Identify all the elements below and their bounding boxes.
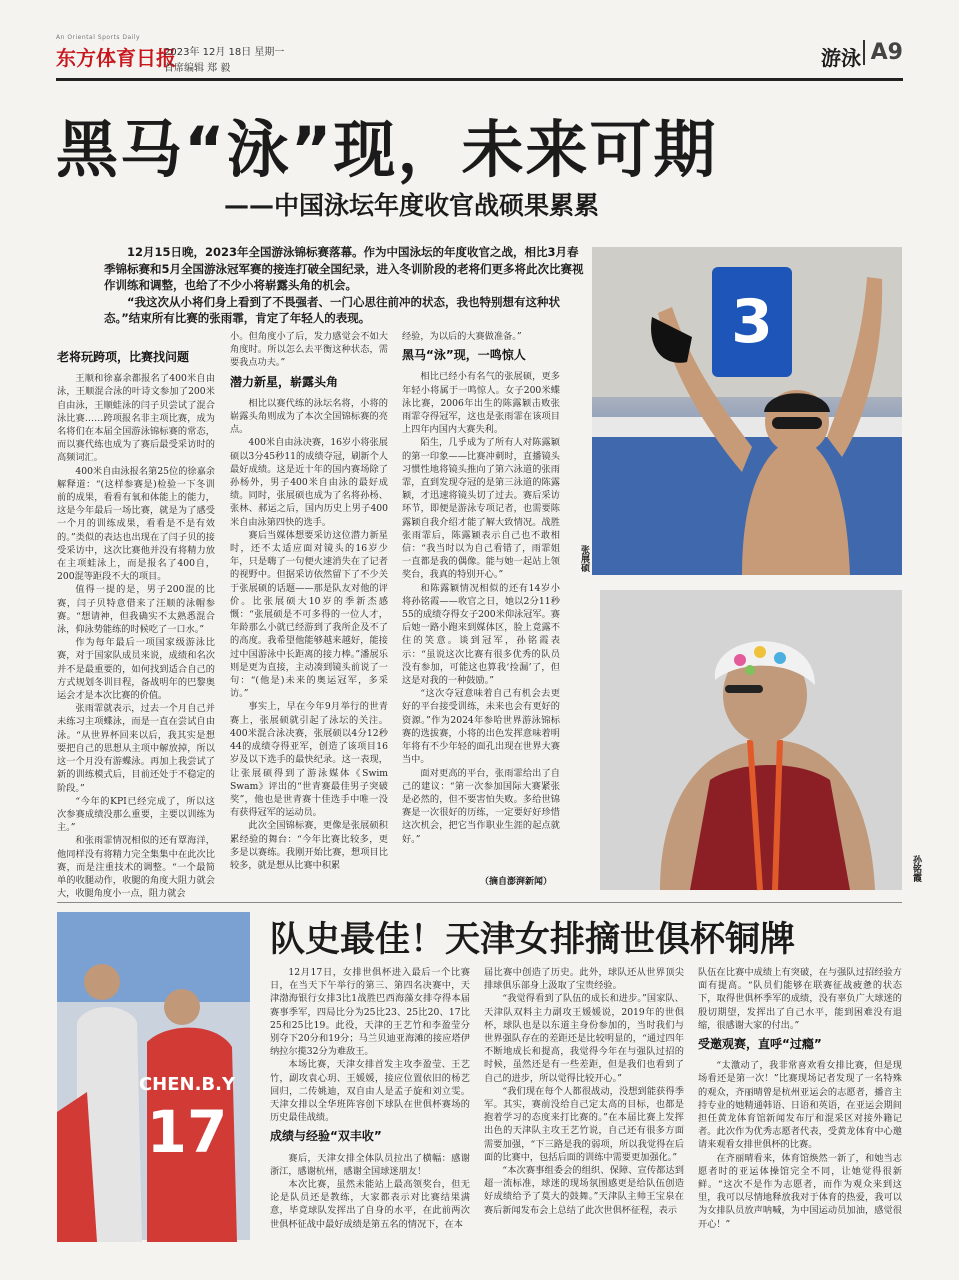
newspaper-logo [56,42,176,71]
paragraph: 赛后，天津女排全体队员拉出了横幅：感谢浙江，感谢杭州，感谢全国球迷朋友！ [270,1152,470,1177]
story1-column-2 [230,330,388,890]
section-heading: 受邀观赛，直呼“过瘾” [698,1037,822,1052]
paragraph: 本次比赛，虽然未能站上最高领奖台，但无论是队员还是教练，大家都表示对比赛结果满意，毕竟球队发挥出了自身的水平，在此前两次世俱杯征战中最好成绩是第五名的情况下，在本 [270,1179,470,1230]
editors-line: 首席编辑 郑 毅 [164,63,231,74]
section-heading: 成绩与经验“双丰收” [270,1129,382,1144]
section-name: 游泳 [821,46,861,70]
story2-column-1 [270,966,470,1246]
story2-column-3 [698,966,902,1246]
svg-text:3: 3 [731,287,773,357]
paragraph: 400米自由泳报名第25位的徐嘉余解释道：“(这样参赛是)检验一下冬训前的成果，看看有氧和体能上的能力，这是今年最后一场比赛，就是为了感受一个月的训练成果，看看是不是有效的。”类似的表达也出现在了闫子贝的接受采访中，这次比赛他并没有将精力放在主项蛙泳上，而是报名了400自，200混等距段不大的项目。 [57,465,215,583]
story2-headline: 队史最佳！天津女排摘世俱杯铜牌 [270,920,796,960]
photo-caption: 张展硕 [579,545,589,572]
issue-date: 2023年 12月 18日 星期一 [164,47,285,58]
story2-column-2 [484,966,684,1246]
swimmer-photo-zhang [592,247,902,575]
paragraph: 陌生，几乎成为了所有人对陈露颖的第一印象——比赛冲刺时，直播镜头习惯性地将镜头推向了第六泳道的张雨霏，直到发现夺冠的是第三泳道的陈露颖，才迅速将镜头切了过去。赛后采访环节，即便是游泳专项记者，也需要陈露颖自我介绍才能了解大致情况。战胜张雨霏后，陈露颖表示自己也不敢相信：“我当时以为自己看错了，雨霏姐一直都是我的偶像。能与她一起站上领奖台，我真的特别开心。” [402,437,560,581]
swimmer-illustration [600,590,902,890]
paragraph: “太激动了，我非常喜欢看女排比赛，但是现场看还是第一次！”比赛现场记者发现了一名特殊的观众，齐丽晴曾是杭州亚运会的志愿者，播音主持专业的她精通韩语、日语和英语，在亚运会期间担任黄龙体育馆新闻发布厅和混采区对接外籍记者。此次作为优秀志愿者代表，受黄龙体育中心邀请来观看女排世俱杯的比赛。 [698,1060,902,1151]
volleyball-illustration [57,912,250,1240]
lede-paragraph: “我这次从小将们身上看到了不畏强者、一门心思往前冲的状态，我也特别想有这种状态。”结束所有比赛的张雨霏，肯定了年轻人的表现。 [104,294,561,325]
paragraph: 400米自由泳决赛，16岁小将张展硕以3分45秒11的成绩夺冠，刷新个人最好成绩。这是近十年的国内赛场除了孙杨外，男子400米自由泳的最好成绩。同时，张展硕也成为了名将孙杨、张林、郝运之后，国内历史上男子400米自由泳第四快的选手。 [230,437,388,528]
paragraph: 队伍在比赛中成绩上有突破，在与强队过招经验方面有提高。“队员们能够在联赛征战疲惫的状态下，取得世俱杯季军的成绩，没有辜负广大球迷的殷切期望，发挥出了自己水平，能到困难没有退缩，很感谢大家的付出。” [698,967,902,1031]
story1-column-3 [402,330,560,860]
story-divider [57,902,902,903]
story1-subhead: ——中国泳坛年度收官战硕果累累 [224,191,600,220]
paragraph: 张雨霏就表示，过去一个月自己并未练习主项蝶泳，而是一直在尝试自由泳。“从世界杯回来以后，我其实是想要把自己的思想从主项中解放掉，所以这一个月没有游蝶泳。再加上我尝试了新的训练模式后，目前还处于不稳定的阶段。” [57,703,215,794]
story-source: （摘自澎湃新闻） [480,877,553,887]
paragraph: 此次全国锦标赛，更像是张展硕积累经验的舞台：“今年比赛比较多，更多是以赛练。我刚开始比赛，想项目比较多，就是想从比赛中积累 [230,820,388,871]
masthead-rule [56,78,903,81]
paragraph: 届比赛中创造了历史。此外，球队还从世界顶尖排球俱乐部身上汲取了宝贵经验。 [484,967,684,992]
volleyball-team-photo [57,912,250,1240]
paragraph: 12月17日，女排世俱杯进入最后一个比赛日，在当天下午举行的第三、第四名决赛中，天津渤海银行女排3比1战胜巴西海藻女排夺得本届赛事季军，四局比分为25比23、25比20、17比25和25比19。此役，天津的王艺竹和李盈莹分别夺下20分和19分；马兰贝迪亚海滩的接应塔伊纳拉尔揽32分为难敌王。 [270,967,470,1058]
section-heading: 潜力新星，崭露头角 [230,374,339,389]
svg-text:17: 17 [146,1098,228,1166]
story1-lede [104,244,584,327]
story1-column-1 [57,345,215,900]
paragraph: “我们现在每个人都很战动，没想到能获得季军。其实，赛前没给自己定太高的目标，也都是抱着学习的态度来打比赛的。”在本届比赛上发挥出色的天津队主攻王艺竹说，自己还有很多方面需要加强，“下三路是我的弱项，所以我觉得在后面的比赛中，包括后面的训练中需要更加强化。” [484,1085,684,1163]
paragraph: 经验，为以后的大赛做准备。” [402,331,522,342]
paragraph: 在齐丽晴看来，体育馆焕然一新了，和她当志愿者时的亚运体操馆完全不同，让她觉得很新鲜。“这次不是作为志愿者，而作为观众来到这里，我可以尽情地释放我对于体育的热爱，我可以为女排队员放声呐喊，为中国运动员加油，感觉很开心！” [698,1152,902,1230]
paragraph: 相比以赛代练的泳坛名将，小将的崭露头角则成为了本次全国锦标赛的亮点。 [230,397,388,436]
page-number: A9 [863,40,903,65]
paragraph: 面对更高的平台，张雨霏给出了自己的建议：“第一次参加国际大赛紧张是必然的，但不要害怕失败。多给世锦赛是一次很好的历练，一定要好好珍惜这次机会，把它当作职业生涯的起点就好。” [402,767,560,845]
paragraph: 赛后当媒体想要采访这位潜力新星时，还不太适应面对镜头的16岁少年，只是嗨了一句便火速消失在了记者的视野中。但据采访依然留下了不少关于张展硕的话题——那是队友对他的评价。比张展硕大10岁的季新杰感慨：“张展硕是不可多得的一位人才，年龄那么小就已经游到了我所企及不了的高度。我希望他能够越来越好，能接过中国游泳中长距离的接力棒。”潘展乐则是更为直接，主动凑到镜头前说了一句：“(他是)未来的奥运冠军，多采访。” [230,529,388,700]
paragraph: 事实上，早在今年9月举行的世青赛上，张展硕就引起了泳坛的关注。400米混合泳决赛，张展硕以4分12秒44的成绩夺得亚军，创造了该项目16岁及以下选手的最快纪录。这一表现，让张展硕得到了游泳媒体《Swim Swam》评出的“世青赛最佳男子突破奖”，他也是世青赛十佳选手中唯一没有获得冠军的运动员。 [230,701,388,819]
story1-headline: 黑马“泳”现，未来可期 [56,113,718,186]
logo-subtitle: An Oriental Sports Daily [56,34,141,41]
paragraph: 相比已经小有名气的张展硕，更多年轻小将属于一鸣惊人。女子200米蝶泳比赛，2006年出生的陈露颖击败张雨霏夺得冠军，这也是张雨霏在该项目上四年内国内大赛失利。 [402,371,560,436]
paragraph: 本场比赛，天津女排首发主攻李盈莹、王艺竹，副攻袁心玥、王媛媛，接应位置依旧的杨艺回归，二传姚迪，双自由人是孟子旋和刘立雯。天津女排以全华班阵容创下球队在世俱杯赛场的历史最佳战绩。 [270,1059,470,1124]
swimmer-illustration [592,247,902,575]
swimmer-photo-sun [600,590,902,890]
lede-paragraph: 12月15日晚，2023年全国游泳锦标赛落幕。作为中国泳坛的年度收官之战，相比3月春季锦标赛和5月全国游泳冠军赛的接连打破全国纪录，进入冬训阶段的老将们更多将此次比赛视作训练和调整，也给了不少小将崭露头角的机会。 [104,245,584,292]
paragraph: “本次赛事组委会的组织、保障、宣传都达到超一流标准，球迷的现场氛围感更是给队伍创造好成绩给予了莫大的鼓舞。”天津队主帅王宝泉在赛后新闻发布会上总结了此次世俱杯征程，表示 [484,1165,684,1216]
paragraph: 小。但角度小了后，发力感觉会不如大角度时。所以怎么去平衡这种状态，需要我点功夫。” [230,331,388,369]
paragraph: “今年的KPI已经完成了，所以这次参赛成绩没那么重要，主要以训练为主。” [57,795,215,834]
logo-rest: 体育日报 [96,46,176,70]
paragraph: 和张雨霏情况相似的还有覃海洋，他同样没有将精力完全集集中在此次比赛，而是注重技术的调整。“一个最简单的收腿动作，收腿的角度大阻力就会大，收腿角度小一点，阻力就会 [57,835,215,900]
paragraph: 和陈露颖情况相似的还有14岁小将孙铭霞——收官之日，她以2分11秒55的成绩夺得女子200米仰泳冠军。赛后她一路小跑来到媒体区，脸上竟露不住的笑意。谈到冠军，孙铭霞表示：“虽说这次比赛有很多优秀的队员没有参加，可能这也算我‘捡漏’了，但这是对我的一种鼓励。” [402,582,560,687]
section-heading: 黑马“泳”现，一鸣惊人 [402,348,526,363]
logo-main: 东方 [56,46,96,70]
masthead [56,34,903,78]
svg-text:CHEN.B.Y: CHEN.B.Y [138,1074,236,1095]
paragraph: 作为每年最后一项国家级游泳比赛，对于国家队成员来说，成绩和名次并不是最重要的，如何找到适合自己的方式规划冬训目程，备战明年的巴黎奥运会才是本次比赛的价值。 [57,637,215,702]
paragraph: “这次夺冠意味着自己有机会去更好的平台接受训练，未来也会有更好的资源。”作为2024年参哈世界游泳锦标赛的选拔赛，小将的出色发挥意味着明年将有不少年轻的面孔出现在世界大赛当中。 [402,688,560,766]
section-heading: 老将玩跨项，比赛找问题 [57,350,190,364]
paragraph: 王顺和徐嘉余都报名了400米自由泳，王顺混合泳的叶诗文参加了200米自由泳，王顺蛙泳的闫子贝尝试了混合泳比赛……跨项报名非主项比赛，成为名将们在本届全国游泳锦标赛的常态，而以赛代练也成为了赛后最受采访时的高频词汇。 [57,373,215,464]
paragraph: 值得一提的是，男子200混的比赛，闫子贝特意借来了汪顺的泳帽参赛。“想请神，但我确实不太熟悉混合泳，仰泳势能练的时候吃了一口水。” [57,584,215,636]
paragraph: “我觉得看到了队伍的成长和进步。”国家队、天津队双料主力副攻王媛媛说，2019年的世俱杯，球队也是以东道主身份参加的，当时我们与世界强队存在的差距还是比较明显的，“通过四年不断地成长和提高，我觉得今年在与强队过招的时候，虽然还是有一些差距，但是我们也看到了自己的进步，所以觉得比较开心。” [484,993,684,1084]
photo-caption: 孙铭霞 [911,855,921,882]
